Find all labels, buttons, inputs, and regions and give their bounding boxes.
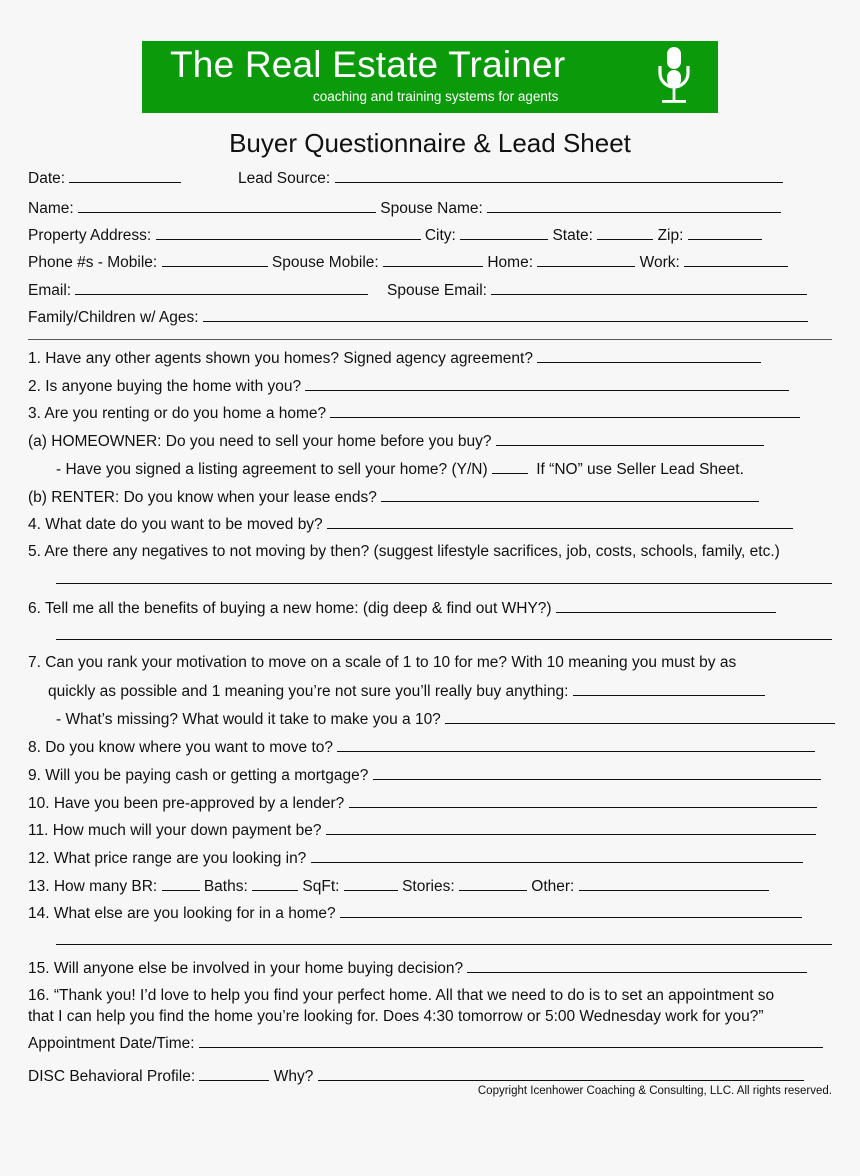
question-6-input-line2[interactable]: [56, 639, 832, 640]
lead-source-input[interactable]: [335, 168, 783, 183]
question-a-label: (a) HOMEOWNER: Do you need to sell your home before you buy?: [28, 433, 492, 450]
zip-input[interactable]: [688, 225, 762, 240]
question-14: [28, 903, 832, 924]
question-a-homeowner: [28, 431, 832, 452]
question-4-input[interactable]: [327, 514, 793, 529]
page-title: Buyer Questionnaire & Lead Sheet: [229, 128, 631, 158]
question-1: [28, 348, 832, 369]
question-10-input[interactable]: [349, 793, 817, 808]
spouse-email-label: Spouse Email:: [387, 282, 487, 299]
name-label: Name:: [28, 200, 74, 217]
question-9: [28, 765, 832, 786]
property-address-input[interactable]: [156, 225, 421, 240]
question-5-input[interactable]: [56, 583, 832, 584]
question-7-label: 7. Can you rank your motivation to move on a scale of 1 to 10 for me? With 10 meaning you must by as: [28, 654, 737, 671]
email-label: Email:: [28, 282, 72, 299]
question-10-label: 10. Have you been pre-approved by a lender?: [28, 795, 345, 812]
question-6-input[interactable]: [556, 598, 776, 613]
state-label: State:: [552, 227, 593, 244]
lead-source-label: Lead Source:: [238, 170, 331, 187]
question-8: [28, 737, 832, 758]
question-1-input[interactable]: [537, 348, 761, 363]
question-13-baths-label: Baths:: [203, 878, 248, 895]
question-3: [28, 403, 832, 424]
question-13-baths-input[interactable]: [252, 876, 298, 891]
state-input[interactable]: [597, 225, 653, 240]
disc-input[interactable]: [199, 1066, 269, 1081]
spouse-email-input[interactable]: [491, 280, 807, 295]
question-b-renter: [28, 487, 832, 508]
question-6: [28, 598, 832, 619]
question-7-sub: [56, 709, 832, 730]
field-row-phones: [28, 252, 832, 273]
question-2: [28, 376, 832, 397]
question-7-line2: [48, 681, 832, 702]
question-7-sub-label: - What’s missing? What would it take to make you a 10?: [56, 711, 441, 728]
name-input[interactable]: [78, 198, 376, 213]
question-13-stories-label: Stories:: [402, 878, 455, 895]
appointment-input[interactable]: [199, 1033, 823, 1048]
question-13-other-label: Other:: [531, 878, 575, 895]
question-7-input[interactable]: [573, 681, 765, 696]
home-phone-label: Home:: [487, 254, 533, 271]
question-13-sqft-label: SqFt:: [302, 878, 340, 895]
question-3-label: 3. Are you renting or do you home a home?: [28, 405, 327, 422]
question-14-input[interactable]: [340, 903, 802, 918]
question-16-line2: [28, 1006, 832, 1027]
section-divider: [28, 339, 832, 340]
question-16-label-line2: that I can help you find the home you’re looking for. Does 4:30 tomorrow or 5:00 Wednesday work for you?”: [28, 1008, 764, 1025]
question-a-sub-note: If “NO” use Seller Lead Sheet.: [536, 461, 744, 478]
question-1-label: 1. Have any other agents shown you homes? Signed agency agreement?: [28, 350, 533, 367]
zip-label: Zip:: [657, 227, 684, 244]
question-b-input[interactable]: [381, 487, 759, 502]
city-label: City:: [424, 227, 456, 244]
question-13: [28, 876, 832, 897]
field-row-name: [28, 198, 832, 219]
question-15-input[interactable]: [467, 958, 807, 973]
question-15-label: 15. Will anyone else be involved in your home buying decision?: [28, 960, 464, 977]
question-11-input[interactable]: [326, 820, 816, 835]
work-phone-input[interactable]: [684, 252, 788, 267]
field-row-family: [28, 307, 832, 328]
spouse-name-input[interactable]: [487, 198, 781, 213]
question-a-sub-label: - Have you signed a listing agreement to sell your home? (Y/N): [56, 461, 488, 478]
question-9-input[interactable]: [373, 765, 821, 780]
question-14-label: 14. What else are you looking for in a home?: [28, 905, 336, 922]
question-11: [28, 820, 832, 841]
question-13-stories-input[interactable]: [459, 876, 527, 891]
appointment-label: Appointment Date/Time:: [28, 1035, 195, 1052]
question-3-input[interactable]: [330, 403, 800, 418]
spouse-mobile-input[interactable]: [383, 252, 483, 267]
question-12-input[interactable]: [311, 848, 803, 863]
question-5-label: 5. Are there any negatives to not moving by then? (suggest lifestyle sacrifices, job, costs, schools, family, etc.): [28, 543, 780, 560]
question-4-label: 4. What date do you want to be moved by?: [28, 516, 323, 533]
brand-tagline: coaching and training systems for agents: [313, 89, 559, 104]
question-16-label-line1: 16. “Thank you! I’d love to help you find your perfect home. All that we need to do is to set an appointment so: [28, 987, 775, 1004]
question-13-br-label: 13. How many BR:: [28, 878, 158, 895]
spouse-mobile-label: Spouse Mobile:: [271, 254, 379, 271]
family-children-label: Family/Children w/ Ages:: [28, 309, 199, 326]
copyright-notice: Copyright Icenhower Coaching & Consulting, LLC. All rights reserved.: [477, 1085, 832, 1097]
question-13-sqft-input[interactable]: [344, 876, 398, 891]
question-12-label: 12. What price range are you looking in?: [28, 850, 307, 867]
question-2-label: 2. Is anyone buying the home with you?: [28, 378, 302, 395]
property-address-label: Property Address:: [28, 227, 152, 244]
question-15: [28, 958, 832, 979]
why-label: Why?: [273, 1068, 314, 1085]
email-input[interactable]: [75, 280, 368, 295]
question-2-input[interactable]: [305, 376, 789, 391]
appointment-row: [28, 1033, 832, 1054]
date-input[interactable]: [69, 168, 181, 183]
why-input[interactable]: [318, 1066, 804, 1081]
question-16: [28, 985, 832, 1006]
question-14-input-line2[interactable]: [56, 944, 832, 945]
field-row-address: [28, 225, 832, 246]
field-row-email: [28, 280, 832, 301]
question-10: [28, 793, 832, 814]
mobile-input[interactable]: [162, 252, 268, 267]
family-children-input[interactable]: [203, 307, 808, 322]
spouse-name-label: Spouse Name:: [380, 200, 483, 217]
question-9-label: 9. Will you be paying cash or getting a mortgage?: [28, 767, 369, 784]
question-4: [28, 514, 832, 535]
field-row-date-lead-source: [28, 168, 832, 189]
home-phone-input[interactable]: [537, 252, 635, 267]
question-a-input[interactable]: [496, 431, 764, 446]
question-7-line1: [28, 653, 832, 673]
question-8-label: 8. Do you know where you want to move to?: [28, 739, 333, 756]
question-8-input[interactable]: [337, 737, 815, 752]
question-b-label: (b) RENTER: Do you know when your lease ends?: [28, 489, 377, 506]
question-a-sub-input[interactable]: [492, 459, 528, 474]
question-12: [28, 848, 832, 869]
date-label: Date:: [28, 170, 66, 187]
question-13-other-input[interactable]: [579, 876, 769, 891]
question-13-br-input[interactable]: [162, 876, 200, 891]
disc-label: DISC Behavioral Profile:: [28, 1068, 196, 1085]
city-input[interactable]: [460, 225, 548, 240]
question-6-label: 6. Tell me all the benefits of buying a new home: (dig deep & find out WHY?): [28, 600, 552, 617]
question-7-label-cont: quickly as possible and 1 meaning you’re not sure you’ll really buy anything:: [48, 683, 569, 700]
phone-label: Phone #s - Mobile:: [28, 254, 158, 271]
question-5: [28, 542, 832, 562]
work-phone-label: Work:: [639, 254, 680, 271]
microphone-icon: [652, 46, 696, 109]
question-7-sub-input[interactable]: [445, 709, 835, 724]
brand-title: The Real Estate Trainer: [170, 44, 566, 85]
brand-banner: [142, 41, 718, 113]
question-a-sub: [56, 459, 832, 480]
question-11-label: 11. How much will your down payment be?: [28, 822, 322, 839]
